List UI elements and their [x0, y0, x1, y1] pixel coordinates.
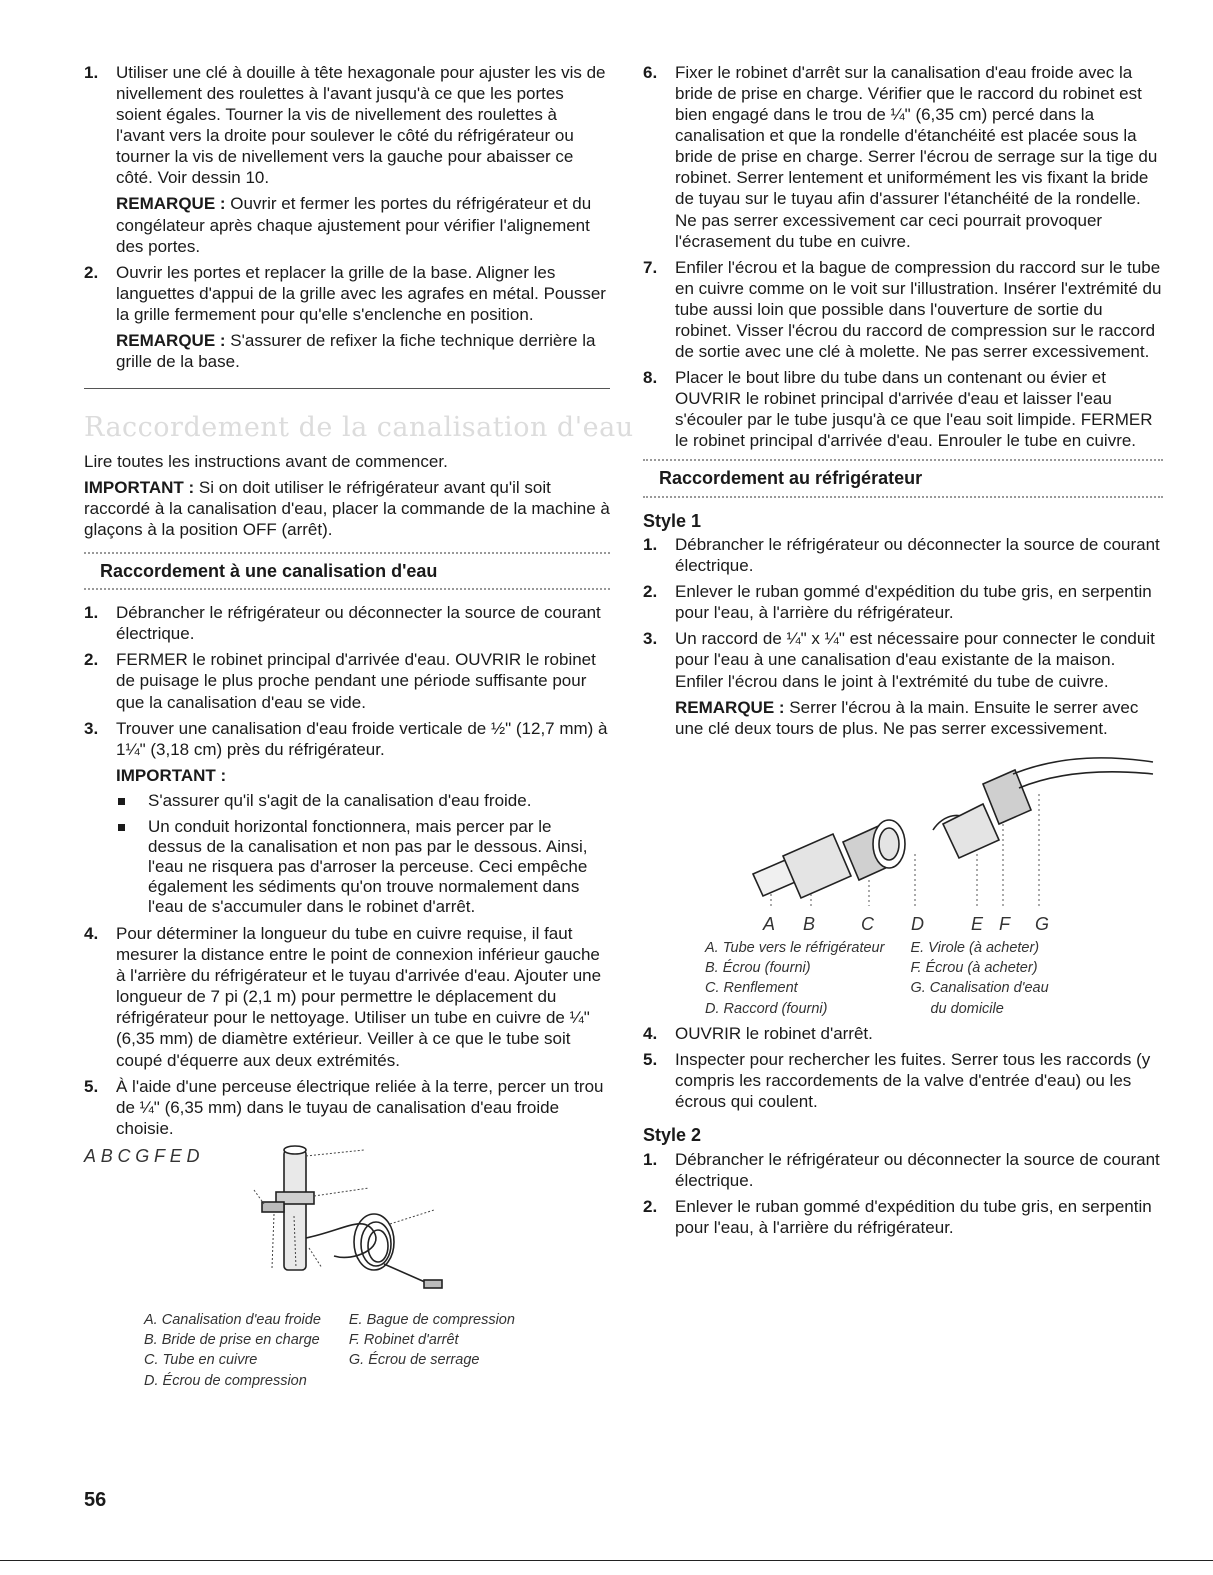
list-item: 2. Enlever le ruban gommé d'expédition du tube gris, en serpentin pour l'eau, à l'arrière du réfrigérateur.: [643, 1196, 1152, 1237]
legend-col: E. Bague de compression F. Robinet d'arrêt G. Écrou de serrage: [348, 1311, 515, 1369]
left-column: [84, 62, 634, 1391]
subsection-heading: Raccordement au réfrigérateur: [659, 468, 923, 489]
list-item: 1. Utiliser une clé à douille à tête hexagonale pour ajuster les vis de nivellement des roulettes à l'avant jusqu'à ce que les portes soient égales. Tourner la vis de nivellement des roulettes à l'avant vers la droite pour soulever le côté du réfrigérateur ou tourner la vis de nivellement vers la gauche pour abaisser ce côté. Voir dessin 10. REMARQUE : Ouvrir et fermer les portes du réfrigérateur et du congélateur après chaque ajustement pour vérifier l'alignement des portes.: [84, 62, 610, 257]
list-item: 1. Débrancher le réfrigérateur ou déconnecter la source de courant électrique.: [643, 535, 1160, 576]
style1-steps: [643, 534, 1163, 739]
legend-col: A. Canalisation d'eau froide B. Bride de prise en charge C. Tube en cuivre D. Écrou de compression: [144, 1311, 321, 1389]
bullet-item: S'assurer qu'il s'agit de la canalisation d'eau froide.: [116, 791, 610, 811]
divider: [643, 496, 1163, 498]
style-heading: Style 1: [643, 510, 702, 531]
label-g: G: [135, 1145, 150, 1166]
fitting-illustration: [643, 744, 1163, 912]
valve-illustration: [84, 1144, 610, 1304]
list-item: 3. Trouver une canalisation d'eau froide verticale de ½" (12,7 mm) à 1¼" (3,18 cm) près du réfrigérateur. IMPORTANT : S'assurer qu'il s'agit de la canalisation d'eau froide. Un conduit horizontal fonctionnera, mais percer par le dessus de la canalisation et non pas par le dessous. Ainsi, l'eau ne risquera pas d'arroser la perceuse. Ceci empêche également les sédiments qu'on trouve normalement dans l'eau de s'accumuler dans le robinet d'arrêt.: [84, 718, 610, 918]
list-item: 2. Enlever le ruban gommé d'expédition du tube gris, en serpentin pour l'eau, à l'arrière du réfrigérateur.: [643, 582, 1152, 623]
list-item: 4. Pour déterminer la longueur du tube en cuivre requise, il faut mesurer la distance entre le point de connexion inférieur gauche à l'arrière du réfrigérateur et le tuyau d'arrivée d'eau. Ajouter une longueur de 7 pi (2,1 m) pour permettre le déplacement du réfrigérateur pour le nettoyage. Utiliser un tube en cuivre de ¼" (6,35 mm) de diamètre extérieur. Veiller à ce que le tube soit coupé d'équerre aux deux extrémités.: [84, 924, 602, 1070]
label-e: E: [169, 1145, 182, 1166]
label-c: C: [117, 1145, 131, 1166]
note: REMARQUE : Ouvrir et fermer les portes du réfrigérateur et du congélateur après chaque ajustement pour vérifier l'alignement des portes.: [116, 194, 592, 256]
list-item: 2. Ouvrir les portes et replacer la grille de la base. Aligner les languettes d'appui de la grille avec les agrafes en métal. Pousser la grille fermement pour qu'elle s'enclenche en position. REMARQUE : S'assurer de refixer la fiche technique derrière la grille de la base.: [84, 262, 610, 372]
footer-rule: [0, 1560, 1213, 1561]
label-d: D: [186, 1145, 200, 1166]
subsection-heading: Raccordement à une canalisation d'eau: [100, 560, 438, 581]
leveling-steps: [84, 62, 610, 372]
list-item: 3. Un raccord de ¼" x ¼" est nécessaire pour connecter le conduit pour l'eau à une canalisation d'eau existante de la maison. Enfiler l'écrou dans le joint à l'extrémité du tube de cuivre. REMARQUE : Serrer l'écrou à la main. Ensuite le serrer avec une clé deux tours de plus. Ne pas serrer excessivement.: [643, 628, 1163, 738]
label-f: F: [153, 1145, 165, 1166]
list-item: 5. Inspecter pour rechercher les fuites. Serrer tous les raccords (y compris les raccordements de la valve d'entrée d'eau) ou les écrous qui coulent.: [643, 1050, 1151, 1112]
fitting-figure: [643, 744, 1163, 912]
page-number: 56: [84, 1489, 107, 1511]
style1-steps-continued: [643, 1023, 1163, 1112]
section-title: Raccordement de la canalisation d'eau: [84, 388, 610, 444]
style-heading: Style 2: [643, 1125, 702, 1146]
list-item: 4. OUVRIR le robinet d'arrêt.: [643, 1023, 873, 1043]
divider: [84, 588, 610, 590]
list-item: 5. À l'aide d'une perceuse électrique reliée à la terre, percer un trou de ¼" (6,35 mm) dans le tuyau de canalisation d'eau froide choisie.: [84, 1076, 604, 1138]
shutoff-valve-figure: [84, 1144, 610, 1304]
important-text: IMPORTANT : Si on doit utiliser le réfrigérateur avant qu'il soit raccordé à la canalisation d'eau, placer la commande de la machine à glaçons à la position OFF (arrêt).: [84, 477, 610, 539]
list-item: 1. Débrancher le réfrigérateur ou déconnecter la source de courant électrique.: [643, 1149, 1160, 1190]
style2-steps: [643, 1149, 1163, 1238]
label-a: A: [84, 1145, 97, 1166]
note: REMARQUE : S'assurer de refixer la fiche technique derrière la grille de la base.: [116, 330, 596, 372]
figure-legend: [84, 1310, 610, 1391]
list-item: 8. Placer le bout libre du tube dans un contenant ou évier et OUVRIR le robinet principal d'arrivée d'eau et laisser l'eau s'écouler par le tube jusqu'à ce que l'eau soit limpide. FERMER le robinet principal d'arrivée d'eau. Enrouler le tube en cuivre.: [643, 368, 1153, 451]
list-item: 7. Enfiler l'écrou et la bague de compression du raccord sur le tube en cuivre comme on le voit sur l'illustration. Insérer l'extrémité du tube aussi loin que possible dans l'ouverture de sortie du robinet. Visser l'écrou du raccord de compression sur le raccord de sortie avec une clé à molette. Ne pas serrer excessivement.: [643, 257, 1162, 362]
legend-col: E. Virole (à acheter) F. Écrou (à acheter) G. Canalisation d'eau du domicile: [910, 939, 1049, 1017]
note: REMARQUE : Serrer l'écrou à la main. Ensuite le serrer avec une clé deux tours de plus. Ne pas serrer excessivement.: [675, 697, 1139, 738]
list-item: 6. Fixer le robinet d'arrêt sur la canalisation d'eau froide avec la bride de prise en charge. Vérifier que le raccord du robinet est bien engagé dans le trou de ¼" (6,35 cm) percé dans la canalisation et que la rondelle d'étanchéité est placée sous la bride de prise en charge. Serrer l'écrou de serrage sur la tige du robinet. Serrer lentement et uniformément les vis fixant la bride de tuyau sur le tuyau afin d'assurer l'étanchéité de la rondelle. Ne pas serrer excessivement car ceci pourrait provoquer l'écrasement du tube en cuivre.: [643, 63, 1158, 251]
bullet-list: [116, 791, 610, 917]
list-item: 1. Débrancher le réfrigérateur ou déconnecter la source de courant électrique.: [84, 603, 601, 644]
right-column: [643, 62, 1163, 1243]
list-item: 2. FERMER le robinet principal d'arrivée d'eau. OUVRIR le robinet de puisage le plus proche pendant une période suffisante pour que la canalisation d'eau se vide.: [84, 650, 596, 712]
bullet-item: Un conduit horizontal fonctionnera, mais percer par le dessus de la canalisation et non pas par le dessous. Ainsi, l'eau ne risquera pas d'arroser la perceuse. Ceci empêche également les sédiments qu'on trouve normalement dans l'eau de s'accumuler dans le robinet d'arrêt.: [116, 817, 610, 917]
legend-col: A. Tube vers le réfrigérateur B. Écrou (fourni) C. Renflement D. Raccord (fourni): [705, 939, 885, 1017]
valve-steps: [643, 62, 1163, 451]
water-line-steps: [84, 602, 610, 1139]
figure-legend: [643, 938, 1163, 1019]
label-b: B: [100, 1145, 113, 1166]
fitting-letters: A B C D E F G: [763, 913, 1050, 934]
intro-text: Lire toutes les instructions avant de commencer.: [84, 451, 448, 471]
